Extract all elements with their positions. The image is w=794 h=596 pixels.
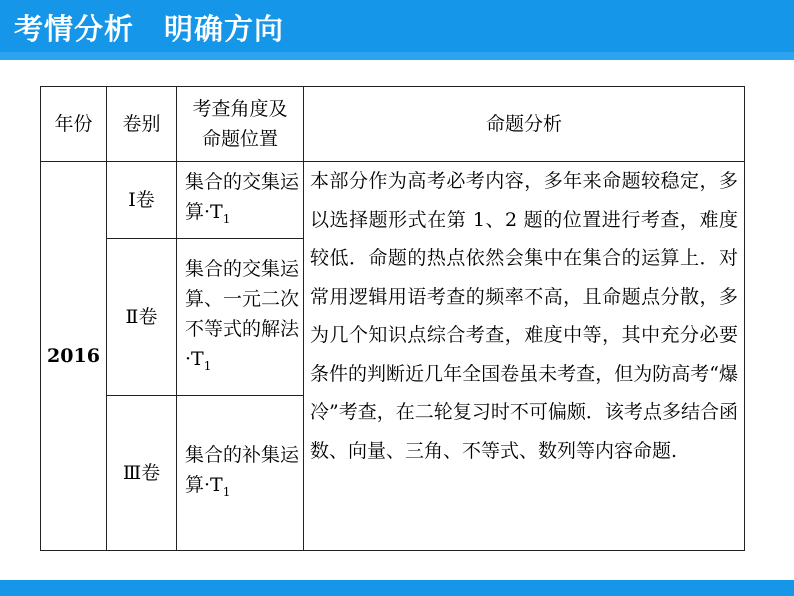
angle-subscript: 1 [222,211,231,226]
angle-cell [177,396,304,551]
page-title: 考情分析 明确方向 [14,12,285,46]
analysis-cell: 本部分作为高考必考内容，多年来命题较稳定，多以选择题形式在第 1、2 题的位置进行考查，难度较低．命题的热点依然会集中在集合的运算上．对常用逻辑用语考查的频率不高，且命题点分散，多为几个知识点综合考查，难度中等，其中充分必要条件的判断近几年全国卷虽未考查，但为防高考“爆冷”考查，在二轮复习时不可偏颇．该考点多结合函数、向量、三角、不等式、数列等内容命题. [304,162,745,551]
header-angle-line2: 命题位置 [201,128,278,150]
year-cell: 2016 [41,162,107,551]
table-row [41,162,745,239]
angle-cell [177,239,304,396]
volume-cell: Ⅲ卷 [107,396,177,551]
header-angle [177,87,304,162]
angle-text: 集合的交集运算·T [185,170,300,223]
exam-analysis-table [40,86,745,551]
angle-subscript: 1 [203,358,212,373]
header-bar [0,0,794,60]
angle-cell [177,162,304,239]
volume-cell: Ⅰ卷 [107,162,177,239]
header-year: 年份 [41,87,107,162]
footer-bar [0,580,794,596]
angle-text: 集合的补集运算·T [185,443,300,496]
angle-subscript: 1 [222,484,231,499]
table-header-row [41,87,745,162]
header-analysis: 命题分析 [304,87,745,162]
header-angle-line1: 考查角度及 [192,98,288,120]
header-volume: 卷别 [107,87,177,162]
angle-text: 集合的交集运算、一元二次不等式的解法·T [185,257,300,370]
volume-cell: Ⅱ卷 [107,239,177,396]
